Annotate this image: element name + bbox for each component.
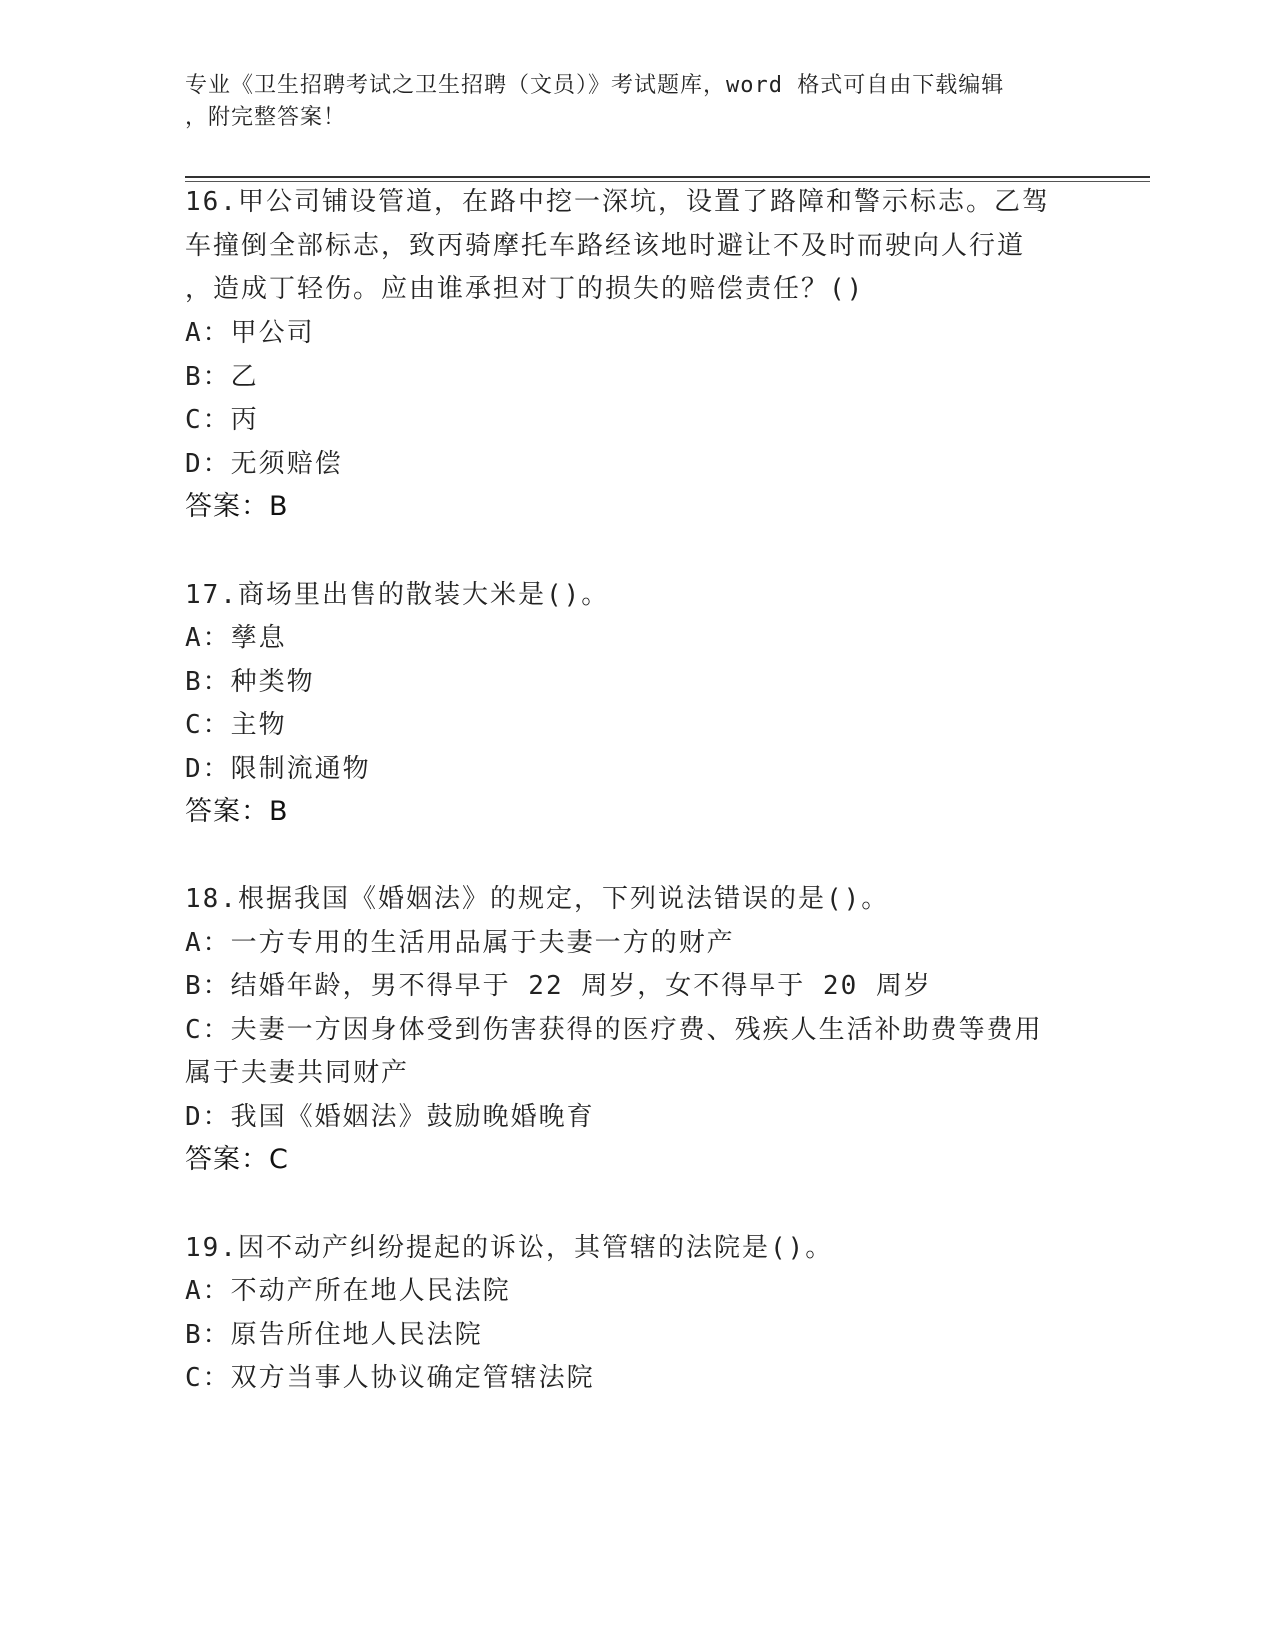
- question-17-answer: 答案：B: [185, 796, 289, 827]
- question-16-option-c: C：丙: [185, 405, 259, 435]
- question-17-option-c: C：主物: [185, 710, 287, 740]
- question-18-option-c-line-1: C：夫妻一方因身体受到伤害获得的医疗费、残疾人生活补助费等费用: [185, 1015, 1043, 1045]
- question-18-option-b: B：结婚年龄，男不得早于 22 周岁，女不得早于 20 周岁: [185, 971, 932, 1001]
- question-18-option-a: A：一方专用的生活用品属于夫妻一方的财产: [185, 928, 735, 958]
- question-19-option-c: C：双方当事人协议确定管辖法院: [185, 1363, 595, 1393]
- header-line-2: ，附完整答案！: [185, 105, 347, 130]
- question-16-answer: 答案：B: [185, 491, 289, 522]
- question-18-stem-line-1: 18.根据我国《婚姻法》的规定，下列说法错误的是()。: [185, 884, 890, 914]
- question-17-option-a: A：孳息: [185, 623, 287, 653]
- question-16-option-d: D：无须赔偿: [185, 449, 343, 479]
- header-divider-thin: [185, 181, 1150, 182]
- question-18-option-c-line-2: 属于夫妻共同财产: [185, 1058, 410, 1088]
- question-19-option-b: B：原告所住地人民法院: [185, 1320, 483, 1350]
- question-17-option-b: B：种类物: [185, 667, 315, 697]
- question-16-stem-line-3: ，造成丁轻伤。应由谁承担对丁的损失的赔偿责任？(): [185, 274, 865, 304]
- question-16-stem-line-2: 车撞倒全部标志，致丙骑摩托车路经该地时避让不及时而驶向人行道: [185, 231, 1026, 261]
- question-16-option-b: B：乙: [185, 362, 259, 392]
- question-17-option-d: D：限制流通物: [185, 754, 371, 784]
- question-19-option-a: A：不动产所在地人民法院: [185, 1276, 511, 1306]
- question-16-stem-line-1: 16.甲公司铺设管道，在路中挖一深坑，设置了路障和警示标志。乙驾: [185, 187, 1050, 217]
- document-header: [185, 70, 1065, 134]
- question-17-stem-line-1: 17.商场里出售的散装大米是()。: [185, 580, 610, 610]
- question-16-option-a: A：甲公司: [185, 318, 315, 348]
- header-line-1: 专业《卫生招聘考试之卫生招聘（文员）》考试题库，word 格式可自由下载编辑: [185, 73, 1005, 98]
- question-18-answer: 答案：C: [185, 1144, 289, 1175]
- question-18-option-d: D：我国《婚姻法》鼓励晚婚晚育: [185, 1102, 595, 1132]
- header-divider-thick: [185, 176, 1150, 178]
- question-19-stem-line-1: 19.因不动产纠纷提起的诉讼，其管辖的法院是()。: [185, 1233, 834, 1263]
